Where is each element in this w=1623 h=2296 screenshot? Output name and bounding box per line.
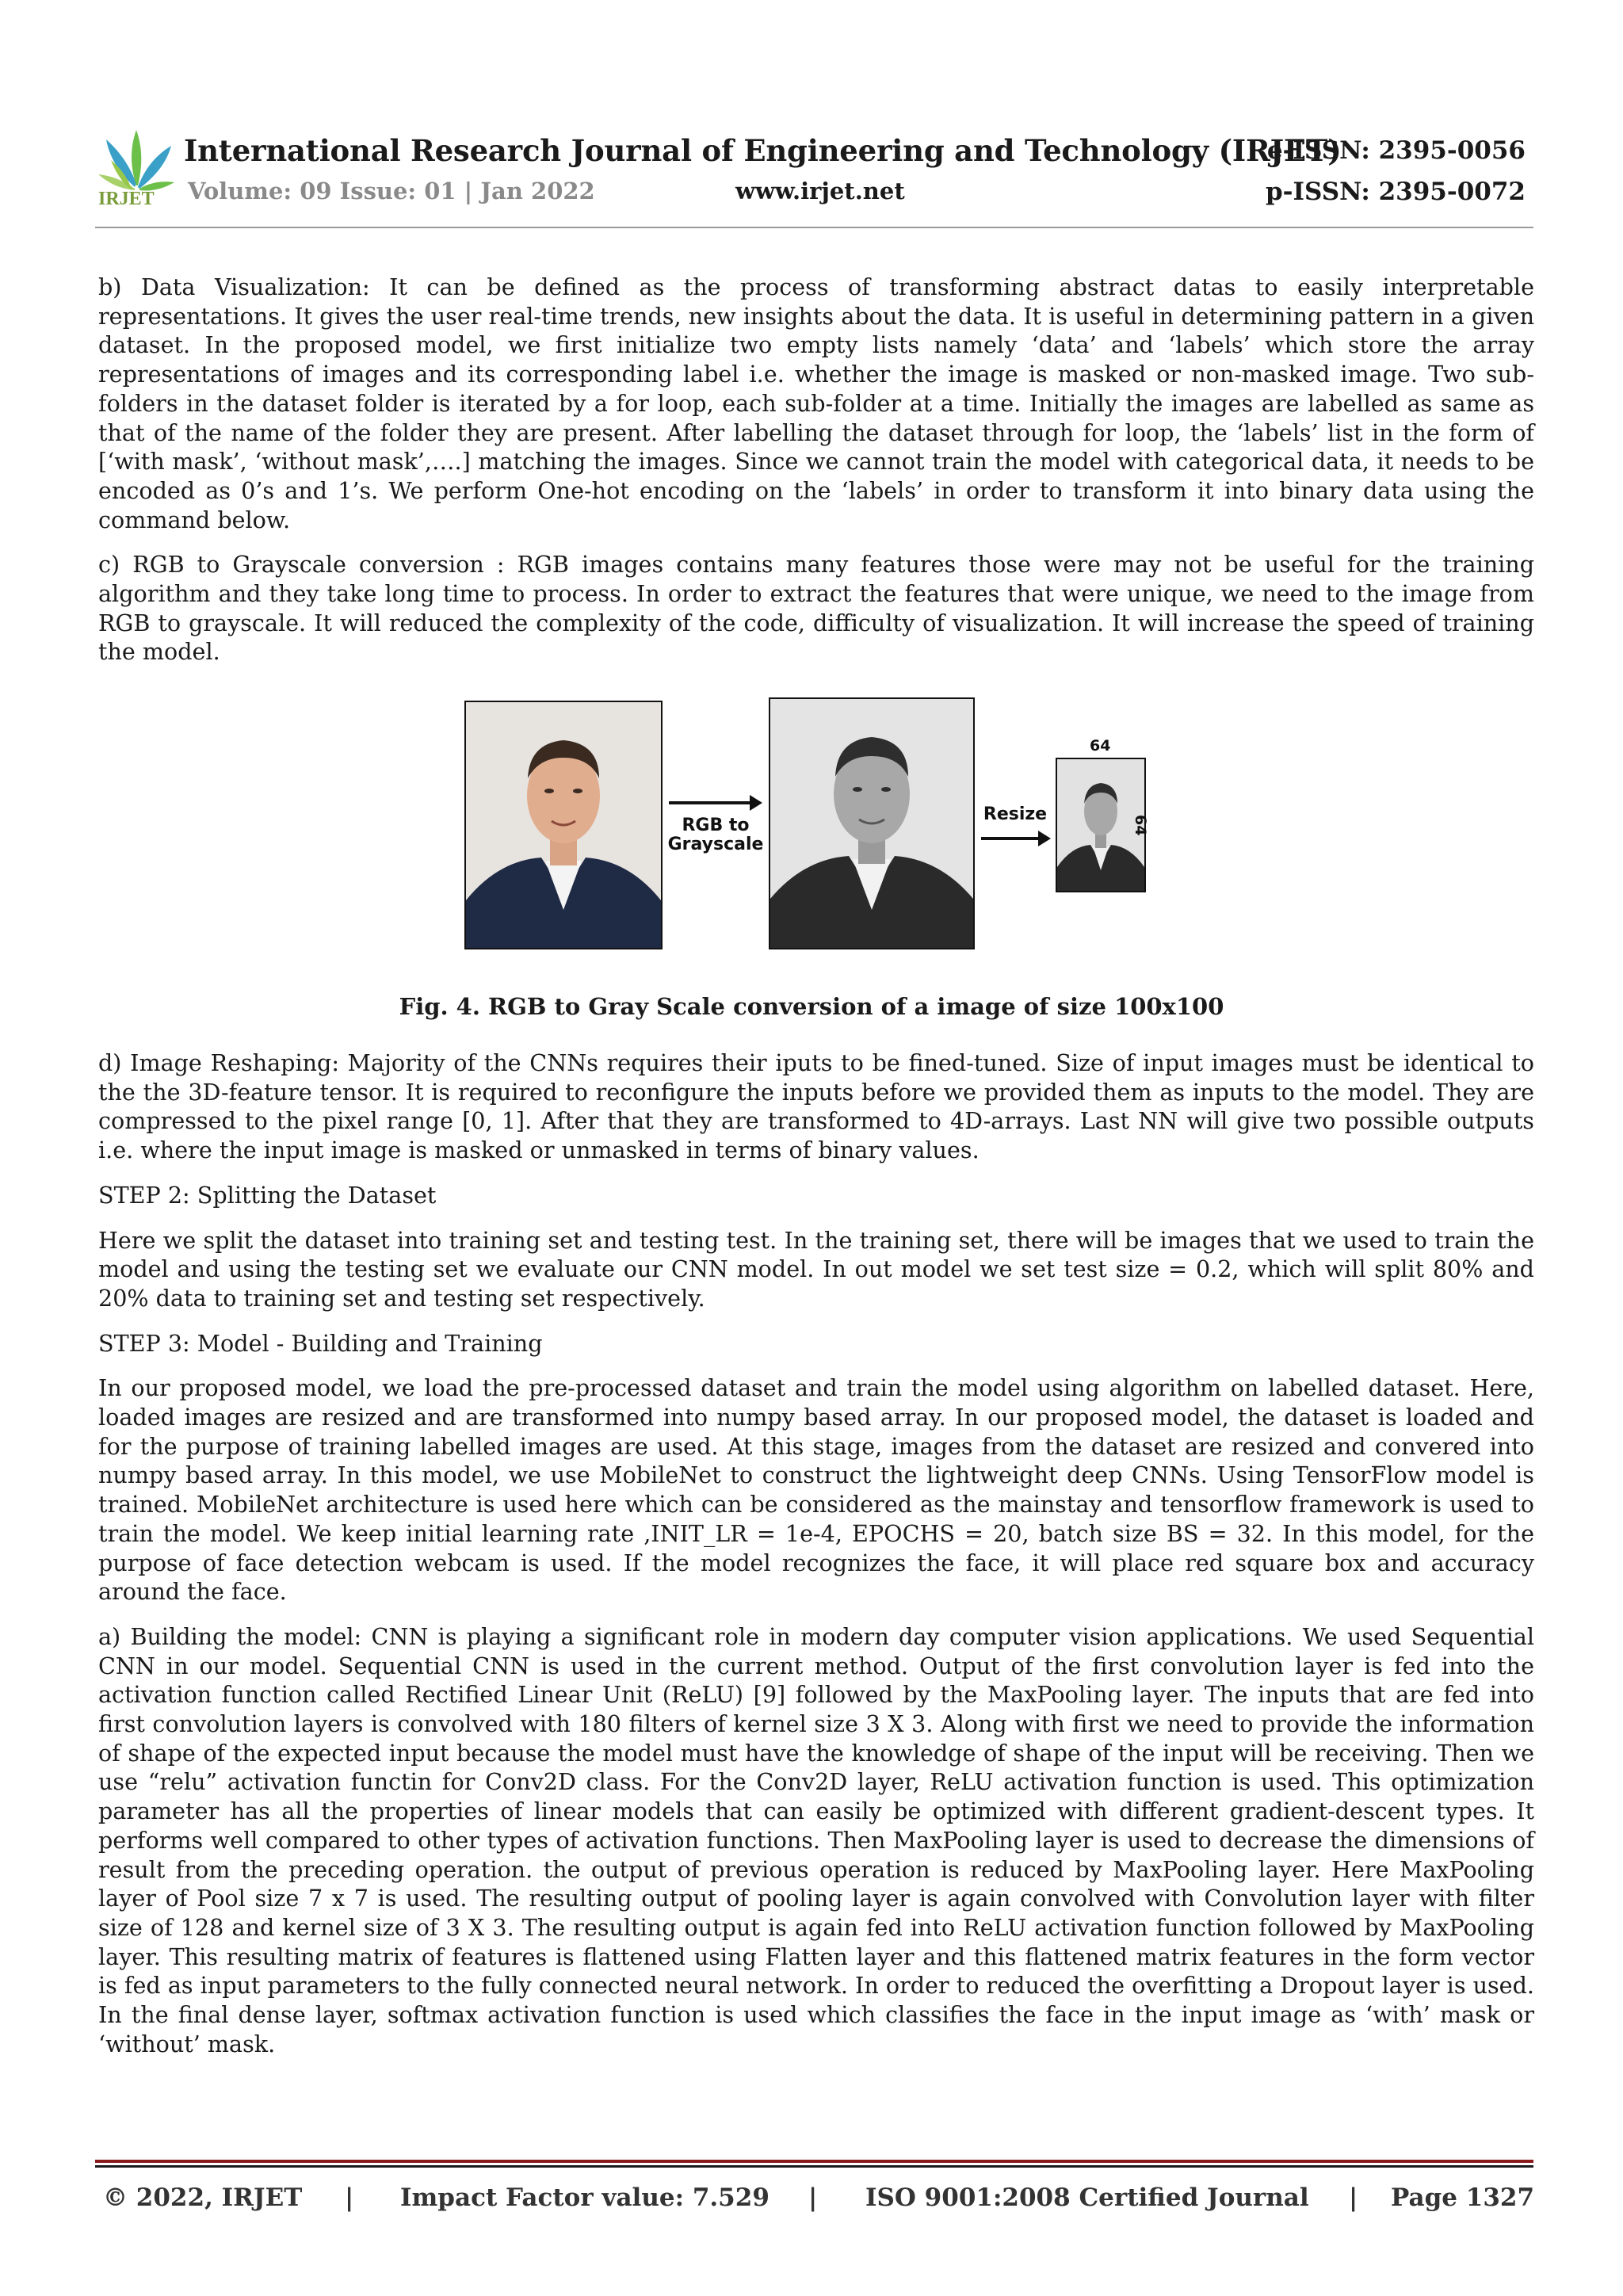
arrow-label-line1: RGB to [682,816,750,835]
arrow-right-icon [667,791,764,815]
footer-page-number: Page 1327 [1391,2183,1535,2212]
paragraph-model-training: In our proposed model, we load the pre-processed dataset and train the model using algorithm on labelled dataset. Here, loaded images are resized and are transformed into numpy based array. In our proposed model, the dataset is loaded and for the purpose of training labelled images are used. At this stage, images from the dataset are resized and convered into numpy based array. In this model, we use MobileNet to construct the lightweight deep CNNs. Using TensorFlow model is trained. MobileNet architecture is used here which can be considered as the mainstay and tensorflow framework is used to train the model. We keep initial learning rate ,INIT_LR = 1e-4, EPOCHS = 20, batch size BS = 32. In this model, for the purpose of face detection webcam is used. If the model recognizes the face, it will place red square box and accuracy around the face. [98,1374,1534,1606]
logo-text: IRJET [98,189,155,209]
irjet-logo [95,125,178,212]
figure-caption: Fig. 4. RGB to Gray Scale conversion of a image of size 100x100 [399,993,1224,1020]
footer-separator: | [1349,2183,1358,2212]
body-lower [98,1049,1534,2075]
arrow-label-line2: Grayscale [667,835,764,854]
page-header [95,125,1533,228]
color-portrait-image [464,701,663,949]
paragraph-rgb-grayscale: c) RGB to Grayscale conversion : RGB images contains many features those were may not be useful for the training algorithm and they take long time to process. In order to extract the features that were unique, we need to the image from RGB to grayscale. It will reduced the complexity of the code, difficulty of visualization. It will increase the speed of training the model. [98,551,1534,666]
e-issn: e-ISSN: 2395-0056 [1266,136,1526,165]
footer-divider-red [95,2160,1533,2163]
journal-website: www.irjet.net [735,178,905,204]
header-divider [95,227,1533,228]
arrow-right-icon [980,827,1052,850]
journal-title: International Research Journal of Engineering and Technology (IRJET) [184,133,1342,168]
body-upper [98,273,1534,682]
footer-separator: | [345,2183,354,2212]
heading-step-2: STEP 2: Splitting the Dataset [98,1181,437,1209]
arrow-label-rgb-grayscale [664,816,767,854]
paragraph-data-visualization: b) Data Visualization: It can be defined as the process of transforming abstract datas to easily interpretable representations. It gives the user real-time trends, new insights about the data. It is useful in determining pattern in a given dataset. In the proposed model, we first initialize two empty lists namely ‘data’ and ‘labels’ which store the array representations of images and its corresponding label i.e. whether the image is masked or non-masked image. Two sub-folders in the dataset folder is iterated by a for loop, each sub-folder at a time. Initially the images are labelled as same as that of the name of the folder they are present. After labelling the dataset through for loop, the ‘labels’ list in the form of [‘with mask’, ‘without mask’,….] matching the images. Since we cannot train the model with categorical data, it needs to be encoded as 0’s and 1’s. We perform One-hot encoding on the ‘labels’ in order to transform it into binary data using the command below. [98,273,1534,533]
footer-impact-factor: Impact Factor value: 7.529 [400,2183,769,2212]
arrow-label-resize: Resize [983,804,1048,824]
paragraph-building-model: a) Building the model: CNN is playing a significant role in modern day computer vision applications. We used Sequential CNN in our model. Sequential CNN is used in the current method. Output of the first convolution layer is fed into the activation function called Rectified Linear Unit (ReLU) [9] followed by the MaxPooling layer. The inputs that are fed into first convolution layers is convolved with 180 filters of kernel size 3 X 3. Along with first we need to provide the information of shape of the expected input because the model must have the knowledge of shape of the input will be receiving. Then we use “relu” activation functin for Conv2D class. For the Conv2D layer, ReLU activation function is used. This optimization parameter has all the properties of linear models that can easily be optimized with different gradient-descent types. It performs well compared to other types of activation functions. Then MaxPooling layer is used to decrease the dimensions of result from the preceding operation. the output of previous operation is reduced by MaxPooling layer. Here MaxPooling layer of Pool size 7 x 7 is used. The resulting output of pooling layer is again convolved with Convolution layer with filter size of 128 and kernel size of 3 X 3. The resulting output is again fed into ReLU activation function followed by MaxPooling layer. This resulting matrix of features is flattened using Flatten layer and this flattened matrix features in the form vector is fed as input parameters to the fully connected neural network. In order to reduced the overfitting a Dropout layer is used. In the final dense layer, softmax activation function is used which classifies the face in the input image as ‘with’ mask or ‘without’ mask. [98,1622,1534,2057]
volume-issue: Volume: 09 Issue: 01 | Jan 2022 [188,178,595,204]
footer-divider-black [95,2165,1533,2168]
p-issn: p-ISSN: 2395-0072 [1265,178,1526,206]
footer-separator: | [808,2183,818,2212]
paragraph-splitting-dataset: Here we split the dataset into training set and testing test. In the training set, there will be images that we used to train the model and using the testing set we evaluate our CNN model. In out model we set test size = 0.2, which will split 80% and 20% data to training set and testing set respectively. [98,1226,1534,1312]
footer-iso: ISO 9001:2008 Certified Journal [865,2183,1309,2212]
page-footer [103,2183,1535,2223]
grayscale-portrait-image [769,697,975,949]
dimension-label-width: 64 [1090,737,1111,755]
footer-copyright: © 2022, IRJET [103,2183,303,2212]
heading-step-3: STEP 3: Model - Building and Training [98,1329,543,1357]
paragraph-image-reshaping: d) Image Reshaping: Majority of the CNNs requires their iputs to be fined-tuned. Size of input images must be identical to the the 3D-feature tensor. It is required to reconfigure the inputs before we provided them as inputs to the model. They are compressed to the pixel range [0, 1]. After that they are transformed to 4D-arrays. Last NN will give two possible outputs i.e. where the input image is masked or unmasked in terms of binary values. [98,1049,1534,1164]
dimension-label-height: 64 [1132,815,1149,836]
figure-rgb-to-grayscale [460,696,1205,957]
